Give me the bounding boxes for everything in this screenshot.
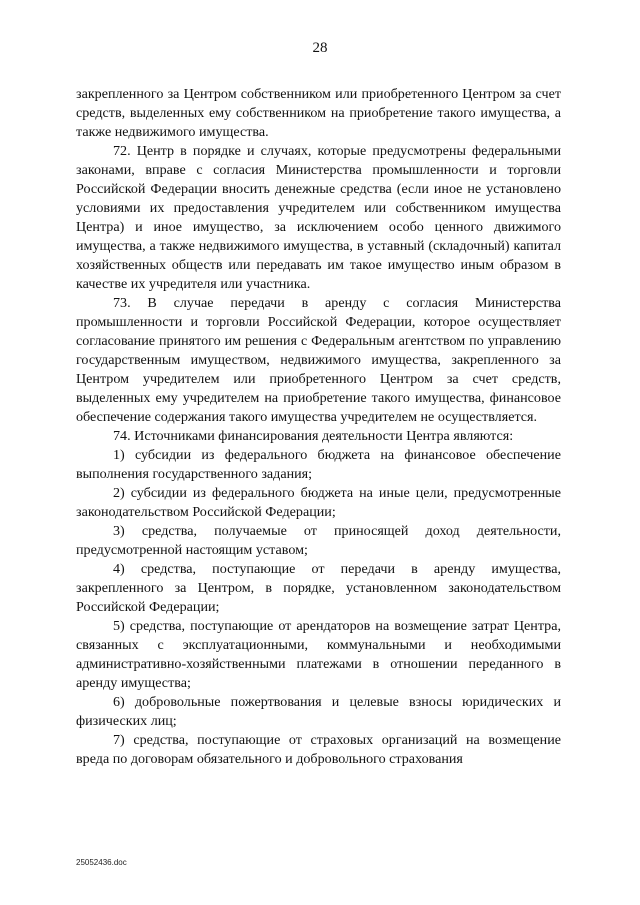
- paragraph-continuation: закрепленного за Центром собственником или приобретенного Центром за счет средств, выделенных ему собственником на приобретение такого имущества, а также недвижимого имущества.: [76, 86, 561, 140]
- list-item-5: 5) средства, поступающие от арендаторов на возмещение затрат Центра, связанных с эксплуатационными, коммунальными и необходимыми административно-хозяйственными платежами в отношении переданного в аренду имущества;: [76, 618, 561, 691]
- list-item-1: 1) субсидии из федерального бюджета на финансовое обеспечение выполнения государственного задания;: [76, 447, 561, 482]
- list-item-6: 6) добровольные пожертвования и целевые взносы юридических и физических лиц;: [76, 694, 561, 729]
- list-item-7: 7) средства, поступающие от страховых организаций на возмещение вреда по договорам обязательного и добровольного страхования: [76, 732, 561, 767]
- list-item-4: 4) средства, поступающие от передачи в аренду имущества, закрепленного за Центром, в порядке, установленном законодательством Российской Федерации;: [76, 561, 561, 615]
- list-item-3: 3) средства, получаемые от приносящей доход деятельности, предусмотренной настоящим уставом;: [76, 523, 561, 558]
- paragraph-74: 74. Источниками финансирования деятельности Центра являются:: [113, 428, 514, 444]
- document-body: [76, 85, 561, 769]
- page-number: 28: [312, 40, 328, 56]
- list-item-2: 2) субсидии из федерального бюджета на иные цели, предусмотренные законодательством Российской Федерации;: [76, 485, 561, 520]
- file-name-footer: 25052436.doc: [76, 858, 127, 867]
- paragraph-72: 72. Центр в порядке и случаях, которые предусмотрены федеральными законами, вправе с согласия Министерства промышленности и торговли Российской Федерации вносить денежные средства (если иное не установлено условиями их предоставления учредителем или собственником имущества Центра) и иное имущество, за исключением особо ценного движимого имущества, а также недвижимого имущества, в уставный (складочный) капитал хозяйственных обществ или передавать им такое имущество иным образом в качестве их учредителя или участника.: [76, 143, 561, 292]
- paragraph-73: 73. В случае передачи в аренду с согласия Министерства промышленности и торговли Российской Федерации, которое осуществляет согласование принятого им решения с Федеральным агентством по управлению государственным имуществом, недвижимого имущества, закрепленного за Центром учредителем или приобретенного Центром за счет средств, выделенных ему учредителем на приобретение такого имущества, финансовое обеспечение содержания такого имущества учредителем не осуществляется.: [76, 295, 561, 425]
